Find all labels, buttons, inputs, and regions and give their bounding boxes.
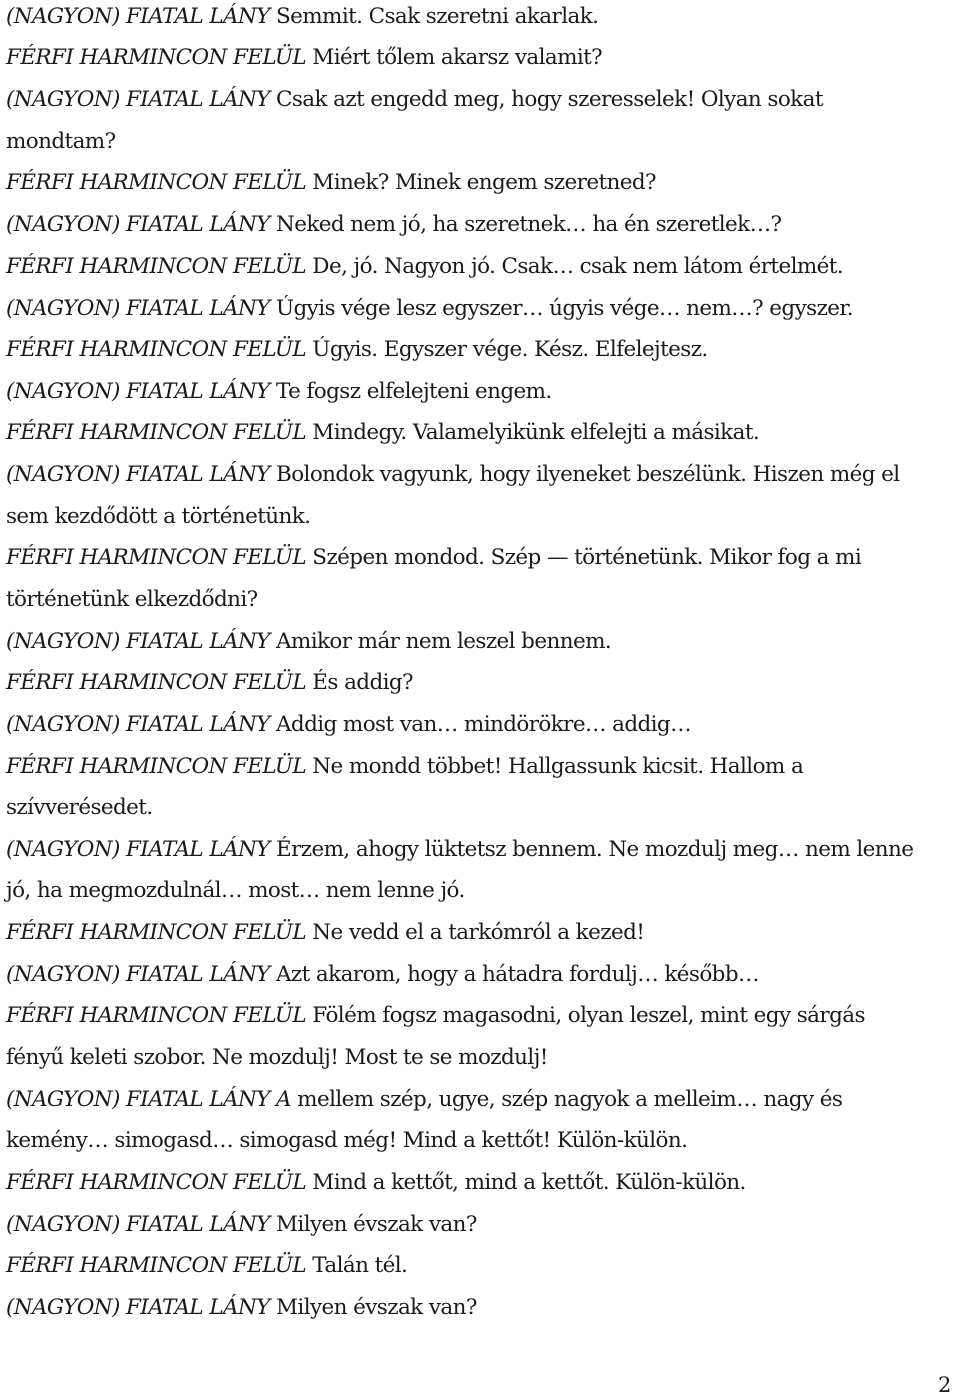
line-text: Addig most van… mindörökre… addig… [269, 712, 691, 737]
dialogue-line [6, 85, 823, 115]
line-text: Ne mondd többet! Hallgassunk kicsit. Hallom a [306, 754, 804, 779]
dialogue-line [6, 2, 598, 32]
line-text: Miért tőlem akarsz valamit? [306, 45, 603, 70]
line-text: De, jó. Nagyon jó. Csak… csak nem látom értelmét. [306, 254, 844, 279]
line-text: Mind a kettőt, mind a kettőt. Külön-külön. [306, 1170, 746, 1195]
line-text: Semmit. Csak szeretni akarlak. [269, 4, 599, 29]
dialogue-line [6, 876, 465, 906]
line-text: Csak azt engedd meg, hogy szeresselek! Olyan sokat [269, 87, 823, 112]
speaker-name: (NAGYON) FIATAL LÁNY [6, 962, 270, 987]
speaker-name: FÉRFI HARMINCON FELÜL [6, 1003, 307, 1028]
dialogue-line [6, 793, 153, 823]
speaker-name: FÉRFI HARMINCON FELÜL [6, 170, 307, 195]
dialogue-line [6, 1001, 865, 1031]
dialogue-line [6, 460, 900, 490]
dialogue-line [6, 1210, 477, 1240]
speaker-name: FÉRFI HARMINCON FELÜL [6, 1253, 307, 1278]
line-text: történetünk elkezdődni? [6, 587, 258, 612]
line-text: Minek? Minek engem szeretned? [306, 170, 656, 195]
speaker-name: FÉRFI HARMINCON FELÜL [6, 670, 307, 695]
dialogue-line [6, 960, 759, 990]
dialogue-line [6, 1293, 477, 1323]
page-number: 2 [938, 1373, 952, 1397]
speaker-name: (NAGYON) FIATAL LÁNY [6, 87, 270, 112]
dialogue-line [6, 294, 853, 324]
line-text: Úgyis vége lesz egyszer… úgyis vége… nem…? egyszer. [269, 296, 853, 321]
speaker-name: (NAGYON) FIATAL LÁNY [6, 1295, 270, 1320]
dialogue-line [6, 210, 781, 240]
line-text: Fölém fogsz magasodni, olyan leszel, mint egy sárgás [306, 1003, 865, 1028]
line-text: mondtam? [6, 129, 116, 154]
dialogue-line [6, 1085, 842, 1115]
speaker-name: FÉRFI HARMINCON FELÜL [6, 337, 307, 362]
dialogue-line [6, 418, 759, 448]
line-text: Érzem, ahogy lüktetsz bennem. Ne mozdulj meg… nem lenne [269, 837, 914, 862]
dialogue-line [6, 585, 258, 615]
line-text: Mindegy. Valamelyikünk elfelejti a másikat. [306, 420, 760, 445]
line-text: szívverésedet. [6, 795, 153, 820]
line-text: Úgyis. Egyszer vége. Kész. Elfelejtesz. [306, 337, 708, 362]
line-text: Neked nem jó, ha szeretnek… ha én szeretlek…? [269, 212, 782, 237]
dialogue-line [6, 43, 602, 73]
dialogue-line [6, 335, 708, 365]
dialogue-line [6, 1251, 407, 1281]
speaker-name: (NAGYON) FIATAL LÁNY A [6, 1087, 291, 1112]
speaker-name: (NAGYON) FIATAL LÁNY [6, 462, 270, 487]
speaker-name: (NAGYON) FIATAL LÁNY [6, 1212, 270, 1237]
speaker-name: (NAGYON) FIATAL LÁNY [6, 212, 270, 237]
dialogue-line [6, 1043, 548, 1073]
dialogue-line [6, 1168, 746, 1198]
speaker-name: (NAGYON) FIATAL LÁNY [6, 837, 270, 862]
speaker-name: FÉRFI HARMINCON FELÜL [6, 754, 307, 779]
dialogue-line [6, 668, 413, 698]
line-text: Ne vedd el a tarkómról a kezed! [306, 920, 645, 945]
dialogue-line [6, 835, 913, 865]
dialogue-line [6, 377, 552, 407]
line-text: Milyen évszak van? [269, 1295, 477, 1320]
speaker-name: FÉRFI HARMINCON FELÜL [6, 920, 307, 945]
line-text: mellem szép, ugye, szép nagyok a melleim… nagy és [290, 1087, 843, 1112]
dialogue-line [6, 127, 116, 157]
line-text: És addig? [306, 670, 413, 695]
line-text: Bolondok vagyunk, hogy ilyeneket beszélünk. Hiszen még el [269, 462, 900, 487]
dialogue-line [6, 627, 611, 657]
dialogue-line [6, 710, 691, 740]
line-text: Azt akarom, hogy a hátadra fordulj… később… [269, 962, 759, 987]
line-text: Talán tél. [306, 1253, 408, 1278]
speaker-name: FÉRFI HARMINCON FELÜL [6, 254, 307, 279]
speaker-name: (NAGYON) FIATAL LÁNY [6, 379, 270, 404]
dialogue-line [6, 543, 861, 573]
line-text: kemény… simogasd… simogasd még! Mind a kettőt! Külön-külön. [6, 1128, 688, 1153]
speaker-name: (NAGYON) FIATAL LÁNY [6, 296, 270, 321]
line-text: jó, ha megmozdulnál… most… nem lenne jó. [6, 878, 465, 903]
line-text: fényű keleti szobor. Ne mozdulj! Most te se mozdulj! [6, 1045, 548, 1070]
line-text: Amikor már nem leszel bennem. [269, 629, 612, 654]
dialogue-line [6, 918, 644, 948]
line-text: Szépen mondod. Szép — történetünk. Mikor fog a mi [306, 545, 862, 570]
speaker-name: (NAGYON) FIATAL LÁNY [6, 712, 270, 737]
dialogue-line [6, 1126, 687, 1156]
speaker-name: (NAGYON) FIATAL LÁNY [6, 4, 270, 29]
dialogue-line [6, 168, 656, 198]
line-text: Te fogsz elfelejteni engem. [269, 379, 552, 404]
speaker-name: FÉRFI HARMINCON FELÜL [6, 45, 307, 70]
speaker-name: (NAGYON) FIATAL LÁNY [6, 629, 270, 654]
line-text: sem kezdődött a történetünk. [6, 504, 311, 529]
line-text: Milyen évszak van? [269, 1212, 477, 1237]
dialogue-line [6, 752, 803, 782]
speaker-name: FÉRFI HARMINCON FELÜL [6, 420, 307, 445]
speaker-name: FÉRFI HARMINCON FELÜL [6, 545, 307, 570]
dialogue-line [6, 502, 310, 532]
speaker-name: FÉRFI HARMINCON FELÜL [6, 1170, 307, 1195]
dialogue-line [6, 252, 843, 282]
